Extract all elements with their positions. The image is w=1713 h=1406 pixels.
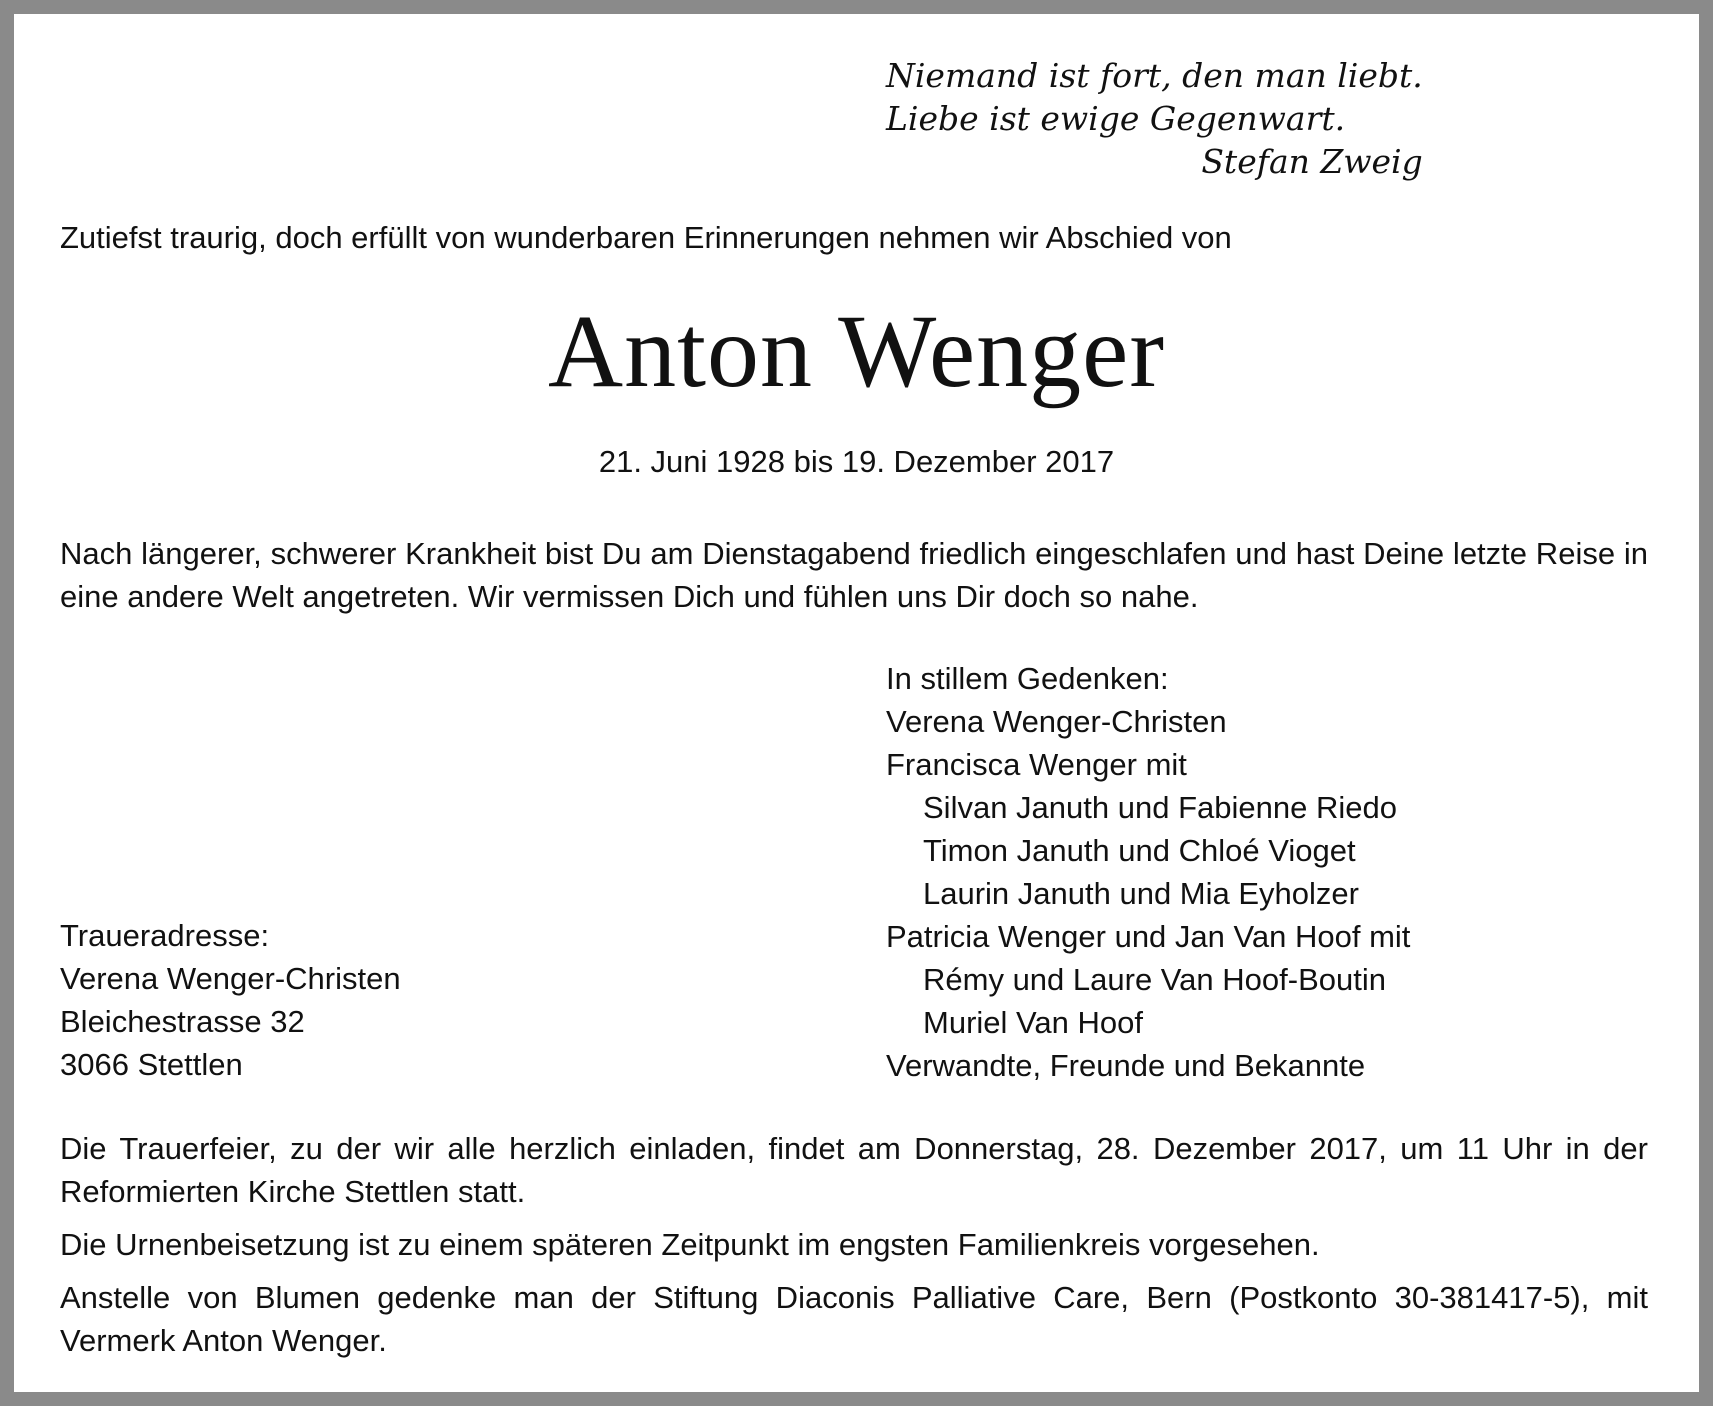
mourner-entry: Silvan Januth und Fabienne Riedo [923, 790, 1397, 825]
urn-paragraph: Die Urnenbeisetzung ist zu einem späteren Zeitpunkt im engsten Familienkreis vorgesehen. [60, 1227, 1320, 1262]
quote-line-1: Niemand ist fort, den man liebt. [886, 56, 1423, 95]
mourner-entry: Verena Wenger-Christen [886, 704, 1227, 739]
mourner-entry: Verwandte, Freunde und Bekannte [886, 1048, 1366, 1083]
mourner-entry: Timon Januth und Chloé Vioget [923, 833, 1356, 868]
mourning-address [60, 914, 401, 1086]
mourner-entry: Laurin Januth und Mia Eyholzer [923, 876, 1359, 911]
deceased-name: Anton Wenger [548, 294, 1165, 409]
mourner-entry: Rémy und Laure Van Hoof-Boutin [923, 962, 1386, 997]
farewell-message: Nach längerer, schwerer Krankheit bist Du am Dienstagabend friedlich eingeschlafen und hast Deine letzte Reise in eine andere Welt angetreten. Wir vermissen Dich und fühlen uns Dir doch so nahe. [60, 536, 1648, 614]
epigraph-quote [886, 54, 1423, 183]
address-name: Verena Wenger-Christen [60, 961, 401, 996]
obituary-notice [14, 14, 1699, 1392]
mourner-entry: Francisca Wenger mit [886, 747, 1187, 782]
quote-line-2: Liebe ist ewige Gegenwart. [886, 99, 1346, 138]
address-street: Bleichestrasse 32 [60, 1004, 305, 1039]
mourners-heading: In stillem Gedenken: [886, 661, 1169, 696]
life-dates: 21. Juni 1928 bis 19. Dezember 2017 [598, 444, 1115, 479]
intro-text: Zutiefst traurig, doch erfüllt von wunderbaren Erinnerungen nehmen wir Abschied von [60, 220, 1232, 255]
mourner-entry: Patricia Wenger und Jan Van Hoof mit [886, 919, 1411, 954]
mourners-list [886, 657, 1410, 1087]
quote-author: Stefan Zweig [1201, 142, 1423, 181]
service-information [60, 1127, 1648, 1372]
address-heading: Traueradresse: [60, 918, 270, 953]
mourner-entry: Muriel Van Hoof [923, 1005, 1143, 1040]
donation-paragraph: Anstelle von Blumen gedenke man der Stiftung Diaconis Palliative Care, Bern (Postkonto 30-381417-5), mit Vermerk Anton Wenger. [60, 1280, 1648, 1358]
ceremony-paragraph: Die Trauerfeier, zu der wir alle herzlich einladen, findet am Donnerstag, 28. Dezember 2017, um 11 Uhr in der Reformierten Kirche Stettlen statt. [60, 1131, 1648, 1209]
address-city: 3066 Stettlen [60, 1047, 243, 1082]
